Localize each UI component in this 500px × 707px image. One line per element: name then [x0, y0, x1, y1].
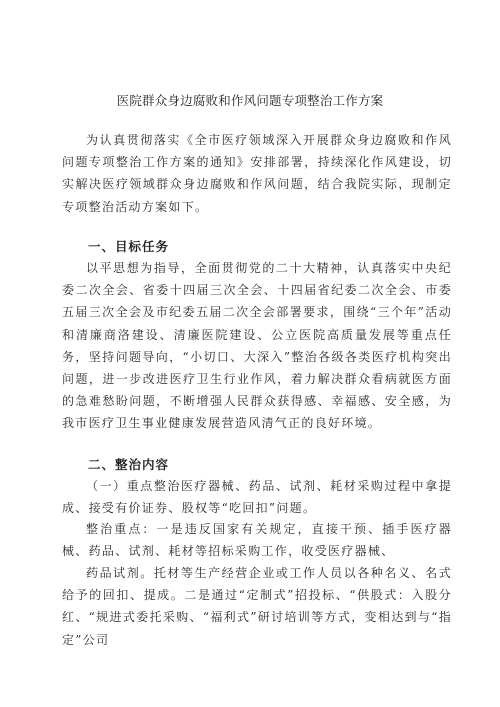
- drugs-paragraph: 药品试剂。托材等生产经营企业或工作人员以各种名义、名式给予的回扣、提成。二是通过“定制式”招投标、“供股式：入股分红、“规进式委托采购、“福利式”研讨培训等方式，变相达到与“指定”公司: [62, 566, 452, 647]
- focus-paragraph: 整治重点：一是违反国家有关规定，直接干预、插手医疗器械、药品、试剂、耗材等招标采购工作，收受医疗器械、: [62, 522, 452, 559]
- document-title: 医院群众身边腐败和作风问题专项整治工作方案: [116, 93, 384, 108]
- section-heading-goals: 一、目标任务: [88, 239, 170, 254]
- intro-paragraph: 为认真贯彻落实《全市医疗领域深入开展群众身边腐败和作风问题专项整治工作方案的通知》安排部署，持续深化作风建设，切实解决医疗领域群众身边腐败和作风问题，结合我院实际，现制定专项整治活动方案如下。: [62, 133, 452, 214]
- content-item-1: （一）重点整治医疗器械、药品、试剂、耗材采购过程中拿提成、接受有价证券、股权等“吃回扣”问题。: [62, 479, 452, 516]
- goals-paragraph: 以平思想为指导，全面贯彻党的二十大精神，认真落实中央纪委二次全会、省委十四届三次全会、十四届省纪委二次全会、市委五届三次全会及市纪委五届二次全会部署要求，围绕“三个年”活动和清廉商洛建设、清廉医院建设、公立医院高质量发展等重点任务，坚持问题导向，“小切口、大深入”整治各级各类医疗机构突出问题，进一步改进医疗卫生行业作风，着力解决群众看病就医方面的急难愁盼问题，不断增强人民群众获得感、幸福感、安全感，为我市医疗卫生事业健康发展营造风清气正的良好环境。: [62, 261, 452, 431]
- section-heading-content: 二、整治内容: [88, 457, 170, 472]
